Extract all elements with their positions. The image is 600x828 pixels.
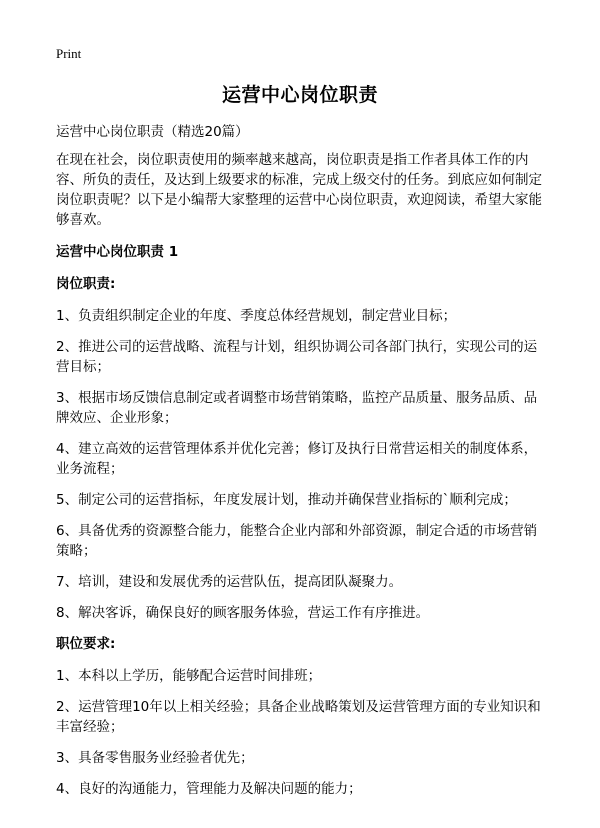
duty-item: 3、根据市场反馈信息制定或者调整市场营销策略，监控产品质量、服务品质、品牌效应、企业形象； [56,390,538,426]
duty-item: 1、负责组织制定企业的年度、季度总体经营规划，制定营业目标； [56,308,457,324]
intro-paragraph: 在现在社会，岗位职责使用的频率越来越高，岗位职责是指工作者具体工作的内容、所负的责任，及达到上级要求的标准，完成上级交付的任务。到底应如何制定岗位职责呢？以下是小编帮大家整理的运营中心岗位职责，欢迎阅读，希望大家能够喜欢。 [56,152,542,228]
section-heading: 运营中心岗位职责 1 [56,244,179,260]
duty-item: 7、培训，建设和发展优秀的运营队伍，提高团队凝聚力。 [56,574,403,590]
duties-heading: 岗位职责: [56,276,116,292]
requirement-item: 2、运营管理10年以上相关经验；具备企业战略策划及运营管理方面的专业知识和丰富经验； [56,699,541,735]
document-title: 运营中心岗位职责 [221,84,378,106]
requirements-heading: 职位要求: [56,636,116,652]
duty-item: 8、解决客诉，确保良好的顾客服务体验，营运工作有序推进。 [56,605,430,621]
duty-item: 2、推进公司的运营战略、流程与计划，组织协调公司各部门执行，实现公司的运营目标； [56,339,538,375]
requirement-item: 4、良好的沟通能力，管理能力及解决问题的能力； [56,781,362,797]
requirement-item: 1、本科以上学历，能够配合运营时间排班； [56,668,322,684]
duty-item: 4、建立高效的运营管理体系并优化完善；修订及执行日常营运相关的制度体系，业务流程； [56,441,538,477]
print-link[interactable]: Print [56,46,82,61]
duty-item: 6、具备优秀的资源整合能力，能整合企业内部和外部资源，制定合适的市场营销策略； [56,523,538,559]
duty-item: 5、制定公司的运营指标，年度发展计划，推动并确保营业指标的`顺利完成； [56,492,517,508]
document-subtitle: 运营中心岗位职责（精选20篇） [56,124,249,140]
requirement-item: 3、具备零售服务业经验者优先； [56,750,254,766]
document-body [56,122,550,810]
